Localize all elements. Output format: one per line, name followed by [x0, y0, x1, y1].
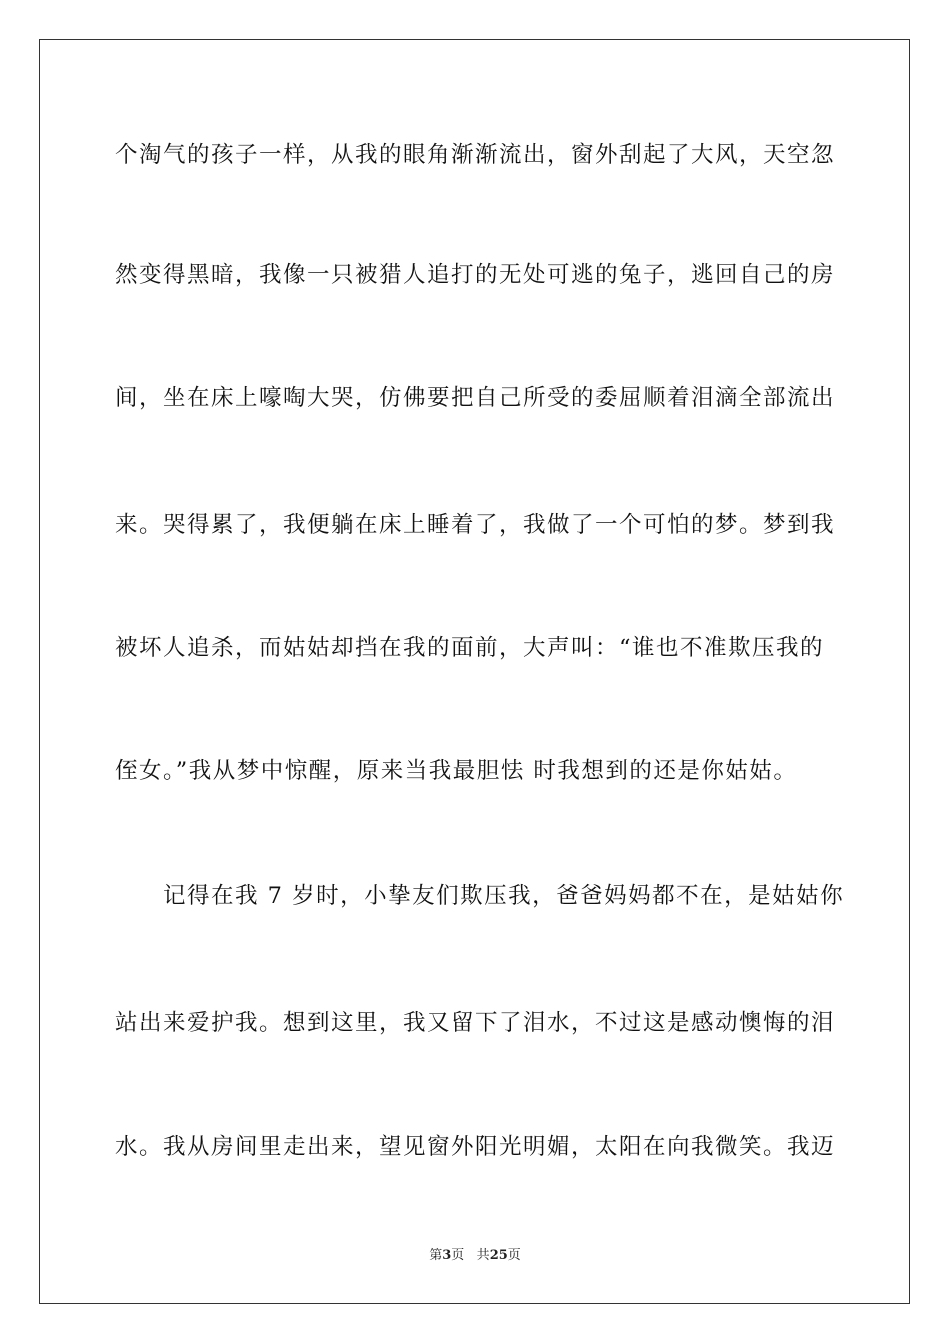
paragraph-line: 来。哭得累了，我便躺在床上睡着了，我做了一个可怕的梦。梦到我 — [115, 512, 836, 538]
total-pages: 25 — [489, 1248, 508, 1263]
paragraph-line: 水。我从房间里走出来，望见窗外阳光明媚，太阳在向我微笑。我迈 — [115, 1134, 836, 1160]
page-number: 3 — [442, 1248, 452, 1263]
paragraph-line: 个淘气的孩子一样，从我的眼角渐渐流出，窗外刮起了大风，天空忽 — [115, 142, 836, 168]
paragraph-line: 然变得黑暗，我像一只被猎人追打的无处可逃的兔子，逃回自己的房 — [115, 262, 836, 288]
paragraph-line: 记得在我 7 岁时，小挚友们欺压我，爸爸妈妈都不在，是姑姑你 — [163, 883, 845, 909]
paragraph-line: 被坏人追杀，而姑姑却挡在我的面前，大声叫：“谁也不准欺压我的 — [115, 635, 825, 661]
page-suffix: 页 — [451, 1248, 465, 1263]
paragraph-line: 侄女。”我从梦中惊醒，原来当我最胆怯 时我想到的还是你姑姑。 — [115, 758, 798, 784]
paragraph-line: 间，坐在床上嚎啕大哭，仿佛要把自己所受的委屈顺着泪滴全部流出 — [115, 385, 836, 411]
paragraph-line: 站出来爱护我。想到这里，我又留下了泪水，不过这是感动懊悔的泪 — [115, 1010, 836, 1036]
total-suffix: 页 — [507, 1248, 521, 1263]
page-footer — [0, 1247, 950, 1265]
total-prefix: 共 — [476, 1248, 490, 1263]
page-prefix: 第 — [429, 1248, 443, 1263]
page-border — [39, 39, 910, 1304]
